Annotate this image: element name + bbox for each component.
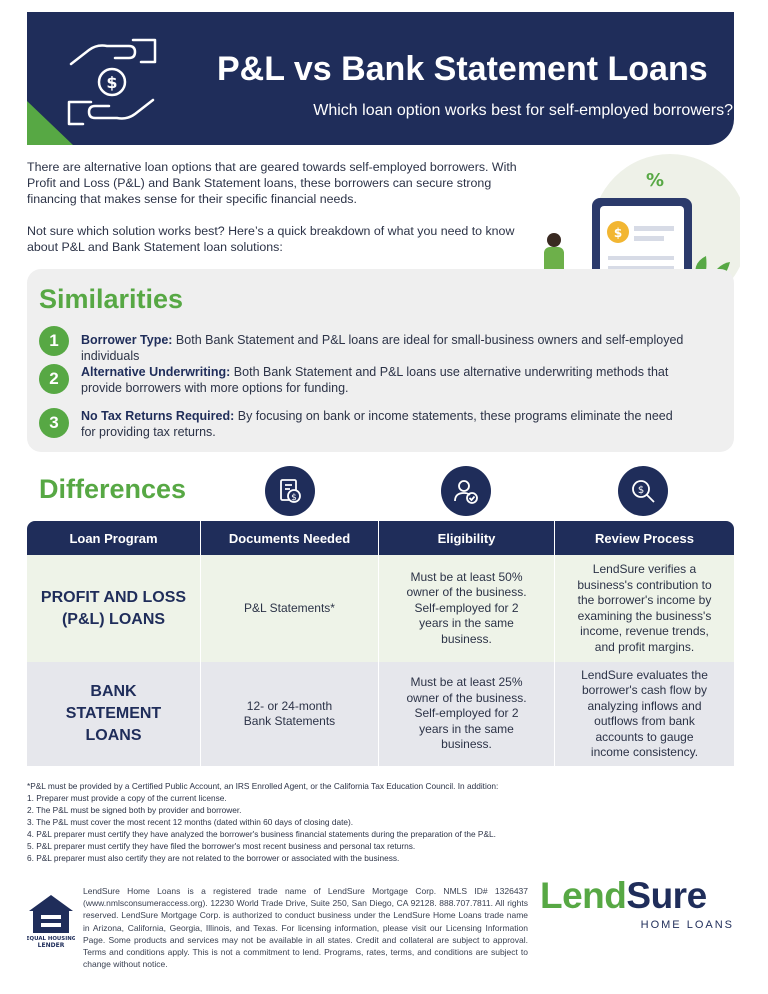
- footnote-item: 3. The P&L must cover the most recent 12 months (dated within 60 days of closing date).: [27, 817, 354, 827]
- differences-title: Differences: [39, 474, 187, 504]
- similarity-body: By focusing on bank or income statements, these programs eliminate the need for providing tax returns.: [81, 409, 673, 439]
- svg-text:EQUAL HOUSING: EQUAL HOUSING: [27, 936, 75, 942]
- similarity-heading: No Tax Returns Required:: [81, 409, 235, 423]
- hand-dollar-coin-icon: [67, 34, 157, 130]
- similarity-item: [39, 408, 719, 440]
- magnifier-dollar-icon: [618, 466, 668, 516]
- footnote-item: 4. P&L preparer must certify they have analyzed the borrower's business financial statements during the preparation of the P&L.: [27, 829, 496, 839]
- equal-housing-lender-logo: [27, 893, 75, 949]
- similarities-title: Similarities: [39, 284, 184, 314]
- table-row: [27, 555, 734, 662]
- column-header: Loan Program: [27, 521, 201, 555]
- svg-text:$: $: [637, 485, 645, 496]
- similarity-body: Both Bank Statement and P&L loans are ideal for small-business owners and self-employed individuals: [81, 333, 684, 363]
- review-cell: LendSure verifies a business's contribution to the borrower's income by examining the business's income, revenue trends, and profit margins.: [577, 562, 712, 654]
- lendsure-logo: [540, 876, 736, 936]
- footnotes: [27, 780, 567, 864]
- program-cell: BANK STATEMENT LOANS: [27, 662, 201, 766]
- user-check-icon: [441, 466, 491, 516]
- similarity-text: [81, 408, 681, 440]
- footnote-item: 5. P&L preparer must certify they have filed the borrower's most recent business and personal tax returns.: [27, 841, 416, 851]
- documents-cell: P&L Statements*: [201, 555, 379, 662]
- similarity-item: [39, 364, 719, 396]
- svg-text:$: $: [291, 493, 297, 503]
- number-badge: 3: [39, 408, 69, 438]
- percent-icon: %: [646, 170, 665, 191]
- header-banner: [27, 12, 734, 145]
- intro-paragraph-2: Not sure which solution works best? Here’s a quick breakdown of what you need to know about P&L and Bank Statement loan solutions:: [27, 224, 515, 254]
- number-badge: 1: [39, 326, 69, 356]
- table-header: [27, 521, 734, 555]
- eligibility-cell: Must be at least 25% owner of the business. Self-employed for 2 years in the same business.: [379, 662, 555, 766]
- similarity-item: [39, 326, 719, 364]
- intro-text: [27, 159, 527, 271]
- page-subtitle: Which loan option works best for self-employed borrowers?: [313, 102, 733, 119]
- intro-paragraph-1: There are alternative loan options that are geared towards self-employed borrowers. With Profit and Loss (P&L) and Bank Statement loans, these borrowers can secure strong financing that makes sense for their specific financial needs.: [27, 160, 517, 206]
- column-header: Review Process: [594, 530, 694, 546]
- comparison-table: [27, 521, 734, 766]
- svg-text:$: $: [613, 226, 623, 240]
- column-header: Documents Needed: [201, 521, 379, 555]
- column-header: Eligibility: [379, 521, 555, 555]
- footnote-item: 1. Preparer must provide a copy of the current license.: [27, 793, 227, 803]
- logo-subtitle: HOME LOANS: [640, 919, 734, 931]
- logo-wordmark: LendSure: [540, 875, 707, 916]
- review-cell: LendSure evaluates the borrower's cash flow by analyzing inflows and outflows from bank accounts to gauge income consistency.: [581, 667, 708, 759]
- svg-text:$: $: [106, 73, 118, 92]
- program-cell: PROFIT AND LOSS (P&L) LOANS: [27, 555, 201, 662]
- similarity-body: Both Bank Statement and P&L loans use alternative underwriting methods that provide borrowers with more options for funding.: [81, 365, 669, 395]
- document-dollar-icon: [265, 466, 315, 516]
- documents-cell: 12- or 24-month Bank Statements: [201, 662, 379, 766]
- table-row: [27, 662, 734, 766]
- page-title: P&L vs Bank Statement Loans: [217, 50, 708, 88]
- similarity-text: [81, 326, 719, 364]
- eligibility-cell: Must be at least 50% owner of the business. Self-employed for 2 years in the same business.: [379, 555, 555, 662]
- footnote-lead: *P&L must be provided by a Certified Public Account, an IRS Enrolled Agent, or the California Tax Education Council. In addition:: [27, 781, 499, 791]
- number-badge: 2: [39, 364, 69, 394]
- footnote-item: 2. The P&L must be signed both by provider and borrower.: [27, 805, 242, 815]
- legal-disclaimer: LendSure Home Loans is a registered trade name of LendSure Mortgage Corp. NMLS ID# 1326437 (www.nmlsconsumeraccess.org). 12230 World Trade Drive, Suite 250, San Diego, CA 92128. 888.707.7811. All rights reserved. LendSure Mortgage Corp. is authorized to conduct business under the LendSure Home Loans trade name in Arizona, California, Georgia, Illinois, and Texas. For licensing information, please visit our Licensing Information Page. Some products and services may not be available in all states. Credit and collateral are subject to approval. Terms and conditions apply. This is not a commitment to lend. Programs, rates, terms, and conditions are subject to change without notice.: [83, 886, 528, 970]
- footnote-item: 6. P&L preparer must also certify they are not related to the borrower or associated with the business.: [27, 853, 400, 863]
- similarity-text: [81, 364, 711, 396]
- similarity-heading: Borrower Type:: [81, 333, 173, 347]
- svg-text:LENDER: LENDER: [37, 942, 65, 949]
- similarity-heading: Alternative Underwriting:: [81, 365, 231, 379]
